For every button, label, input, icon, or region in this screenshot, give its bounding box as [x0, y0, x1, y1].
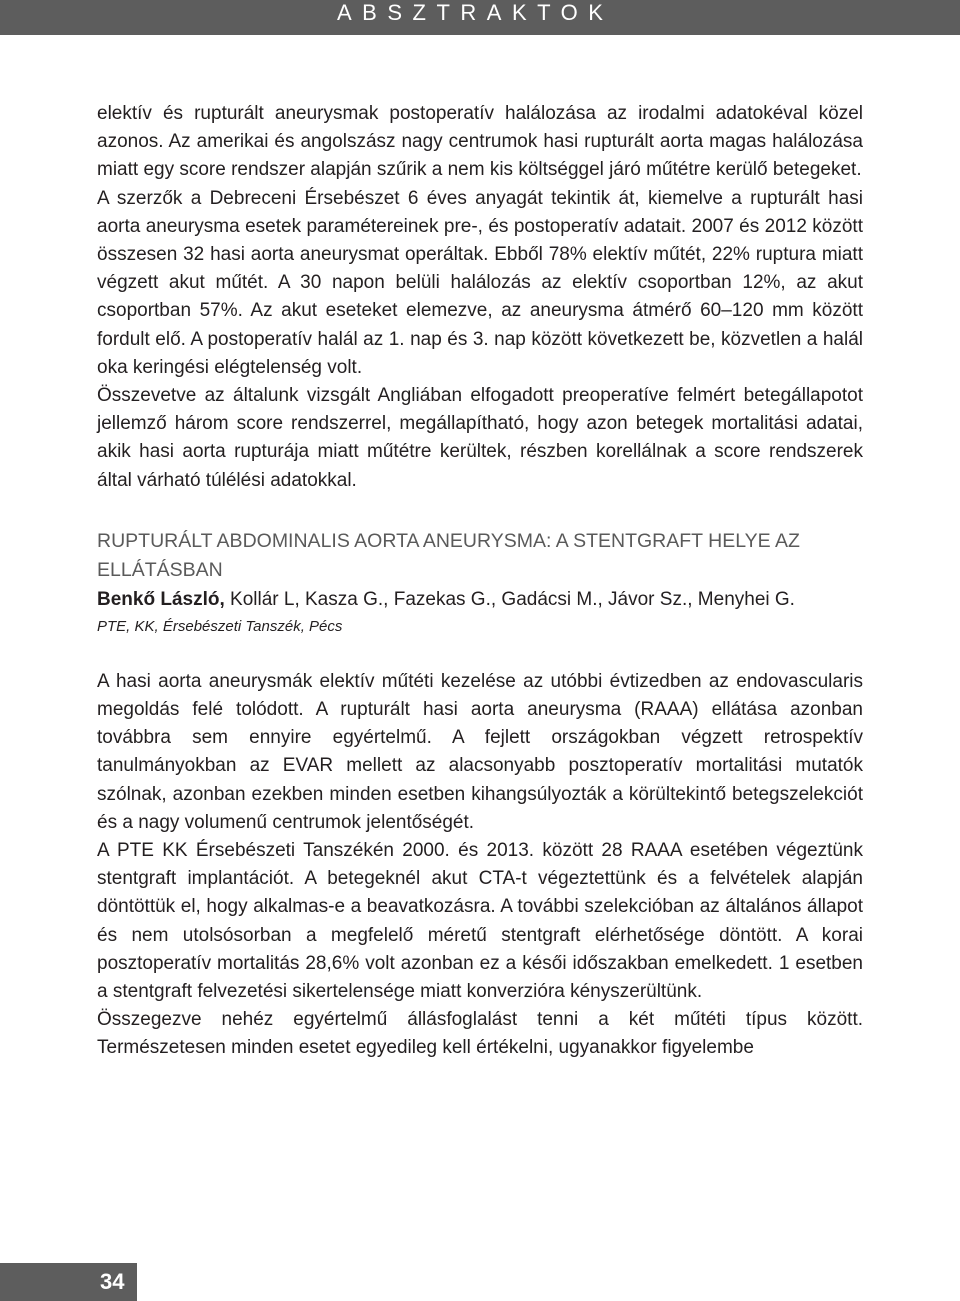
abstract-paragraph: Összevetve az általunk vizsgált Angliában elfogadott preoperatíve felmért betegállapotot jellemző három score rendszerrel, megállapítható, hogy azon betegek mortalitási adatai, akik hasi aorta rupturája miatt műtétre kerültek, részben korellálnak a score rendszerek által várható túlélési adatokkal. [97, 385, 863, 491]
abstract-paragraph: A PTE KK Érsebészeti Tanszékén 2000. és 2013. között 28 RAAA esetében végeztünk stentgraft implantációt. A betegeknél akut CTA-t végeztettünk és a felvételek alapján döntöttük el, hogy alkalmas-e a beavatkozásra. A további szelekcióban az általános állapot és nem utolsósorban a megfelelő méretű stentgraft elérhetősége döntött. A korai posztoperatív mortalitás 28,6% volt azonban ez a késői időszakban emelkedett. 1 esetben a stentgraft felvezetési sikertelensége miatt konverzióra kényszerültünk. [97, 840, 863, 1003]
affiliation: PTE, KK, Érsebészeti Tanszék, Pécs [97, 617, 343, 635]
lead-author: Benkő László, [97, 588, 225, 610]
page-number-box [0, 1263, 137, 1301]
abstract-title: RUPTURÁLT ABDOMINALIS AORTA ANEURYSMA: A STENTGRAFT HELYE AZ ELLÁTÁSBAN [97, 529, 800, 581]
page-number: 34 [100, 1269, 125, 1294]
spacer [97, 638, 863, 668]
section-header-title: ABSZTRAKTOK [337, 0, 614, 25]
abstract-paragraph: A hasi aorta aneurysmák elektív műtéti kezelése az utóbbi évtizedben az endovascularis megoldás felé tolódott. A rupturált hasi aorta aneurysma (RAAA) ellátása azonban továbbra sem ennyire egyértelmű. A fejlett országokban végzett retrospektív tanulmányokban az EVAR mellett az alacsonyabb posztoperatív mortalitási mutatók szólnak, azonban ezekben minden esetben kihangsúlyozták a körültekintő betegszelekciót és a nagy volumenű centrumok jelentőségét. [97, 670, 863, 833]
abstract-paragraph: Összegezve nehéz egyértelmű állásfoglalást tenni a két műtéti típus között. Természetesen minden esetet egyedileg kell értékelni, ugyanakkor figyelembe [97, 1009, 863, 1059]
page-content [97, 100, 863, 1063]
coauthors: Kollár L, Kasza G., Fazekas G., Gadácsi M., Jávor Sz., Menyhei G. [224, 588, 795, 610]
abstract-paragraph: elektív és rupturált aneurysmak postoperatív halálozása az irodalmi adatokéval közel azonos. Az amerikai és angolszász nagy centrumok hasi rupturált aorta magas halálozása miatt egy score rendszer alapján szűrik a nem kis költséggel járó műtétre kerülő betegeket. [97, 103, 863, 181]
header-bar [0, 0, 960, 35]
abstract-paragraph: A szerzők a Debreceni Érsebészet 6 éves anyagát tekintik át, kiemelve a rupturált hasi aorta aneurysma esetek paramétereinek pre-, és postoperatív adatait. 2007 és 2012 között összesen 32 hasi aorta aneurysmat operáltak. Ebből 78% elektív műtét, 22% ruptura miatt végzett akut műtét. A 30 napon belüli halálozás az elektív csoportban 12%, az akut csoportban 57%. Az akut eseteket elemezve, az aneurysma átmérő 60–120 mm között fordult elő. A postoperatív halál az 1. nap és 3. nap között következett be, közvetlen a halál oka keringési elégtelenség volt. [97, 187, 863, 378]
author-list [97, 585, 863, 614]
